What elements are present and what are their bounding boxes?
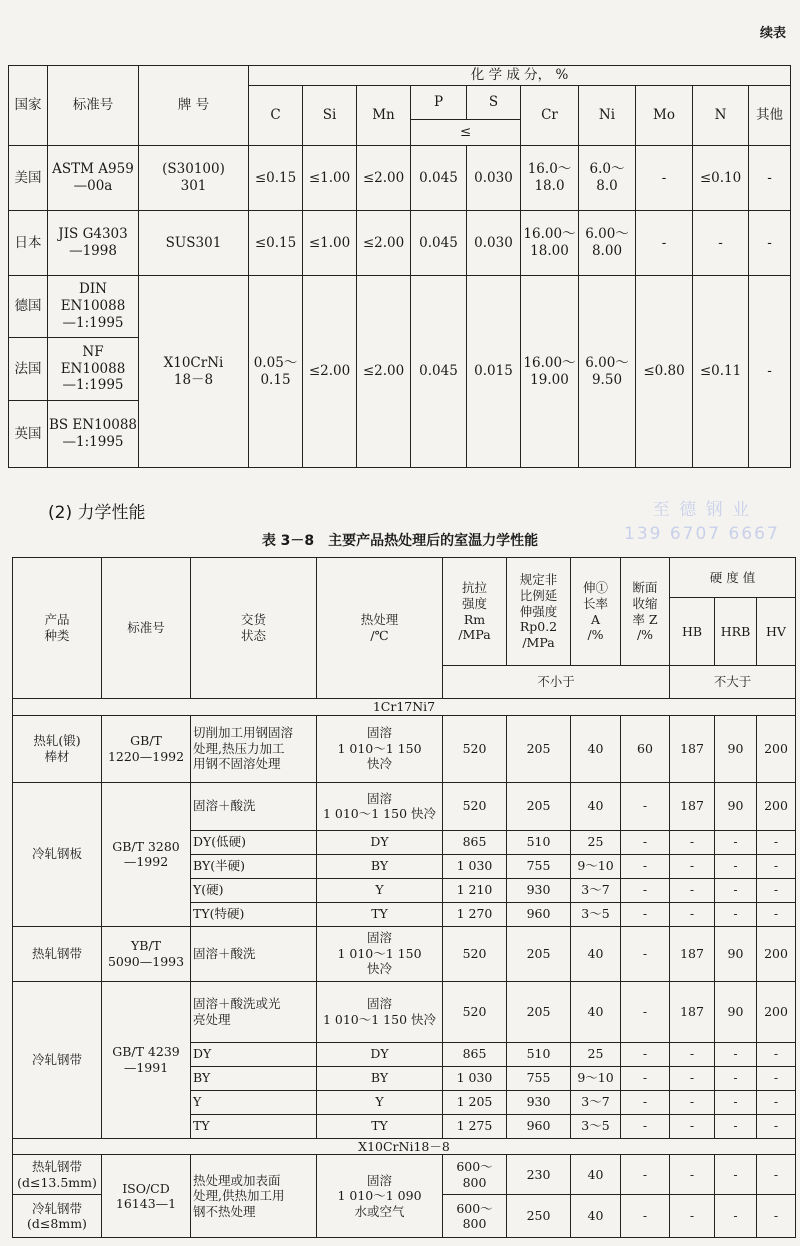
value: ≤0.80	[636, 276, 693, 468]
value: -	[757, 1114, 796, 1138]
value: 90	[715, 782, 757, 830]
delivery: 固溶＋酸洗	[191, 782, 317, 830]
value: -	[715, 854, 757, 878]
header-hardness: 硬 度 值	[670, 558, 796, 598]
value: 0.045	[411, 146, 467, 211]
value: ≤0.15	[249, 146, 303, 211]
header-delivery: 交货 状态	[191, 558, 317, 699]
value: ≤2.00	[303, 276, 357, 468]
delivery: 热处理或加表面 处理,供热加工用 钢不热处理	[191, 1155, 317, 1238]
value: -	[636, 146, 693, 211]
value: 3～7	[571, 1090, 621, 1114]
value: 6.00～ 8.00	[579, 211, 636, 276]
heat-treatment: BY	[317, 1066, 443, 1090]
header-hv: HV	[757, 598, 796, 666]
standard: ASTM A959 —00a	[48, 146, 139, 211]
value: 600～ 800	[443, 1195, 507, 1238]
value: 90	[715, 981, 757, 1042]
value: 520	[443, 715, 507, 782]
value: 16.00～ 18.00	[521, 211, 579, 276]
value: -	[621, 981, 670, 1042]
value: 187	[670, 715, 715, 782]
value: 200	[757, 715, 796, 782]
value: 40	[571, 782, 621, 830]
value: -	[621, 1114, 670, 1138]
value: -	[715, 1090, 757, 1114]
header-le: ≤	[411, 120, 521, 146]
heat-treatment: 固溶 1 010～1 150 快冷	[317, 926, 443, 981]
header-element: 其他	[749, 86, 791, 146]
value: 755	[507, 854, 571, 878]
value: -	[749, 146, 791, 211]
value: 205	[507, 715, 571, 782]
value: -	[621, 782, 670, 830]
header-standard: 标准号	[102, 558, 191, 699]
value: -	[621, 1090, 670, 1114]
product: 热轧(锻) 棒材	[13, 715, 102, 782]
delivery: 固溶＋酸洗	[191, 926, 317, 981]
header-min: 不小于	[443, 666, 670, 699]
heat-treatment: 固溶 1 010～1 150 快冷	[317, 981, 443, 1042]
section-title: (2) 力学性能	[48, 503, 146, 523]
value: -	[621, 1042, 670, 1066]
table-row	[13, 715, 796, 782]
header-element: Cr	[521, 86, 579, 146]
value: ≤0.15	[249, 211, 303, 276]
value: -	[757, 854, 796, 878]
value: 40	[571, 715, 621, 782]
table-caption: 表 3－8 主要产品热处理后的室温力学性能	[261, 533, 539, 549]
table-row	[13, 1155, 796, 1195]
value: -	[757, 878, 796, 902]
value: -	[621, 1195, 670, 1238]
value: 960	[507, 1114, 571, 1138]
value: -	[621, 926, 670, 981]
value: 40	[571, 1155, 621, 1195]
value: 0.015	[467, 276, 521, 468]
value: -	[715, 1042, 757, 1066]
value: -	[757, 1155, 796, 1195]
delivery: TY(特硬)	[191, 902, 317, 926]
delivery: Y(硬)	[191, 878, 317, 902]
value: 40	[571, 981, 621, 1042]
value: 200	[757, 981, 796, 1042]
table-row	[9, 211, 791, 276]
value: -	[670, 1114, 715, 1138]
value: 0.045	[411, 211, 467, 276]
value: 0.030	[467, 211, 521, 276]
value: -	[757, 830, 796, 854]
standard: DIN EN10088 —1:1995	[48, 276, 139, 338]
value: -	[670, 902, 715, 926]
value: -	[670, 1155, 715, 1195]
product: 冷轧钢带	[13, 981, 102, 1138]
value: 510	[507, 1042, 571, 1066]
delivery: DY	[191, 1042, 317, 1066]
product: 热轧钢带 (d≤13.5mm)	[13, 1155, 102, 1195]
header-hb: HB	[670, 598, 715, 666]
header-element: Ni	[579, 86, 636, 146]
value: 205	[507, 981, 571, 1042]
grade-group: 1Cr17Ni7	[13, 699, 796, 716]
value: 0.05～ 0.15	[249, 276, 303, 468]
header-element: P	[411, 86, 467, 120]
header-rm: 抗拉 强度 Rm /MPa	[443, 558, 507, 666]
heat-treatment: 固溶 1 010～1 150 快冷	[317, 782, 443, 830]
table-row	[13, 926, 796, 981]
value: 200	[757, 926, 796, 981]
grade-group: X10CrNi18－8	[13, 1138, 796, 1155]
standard: YB/T 5090—1993	[102, 926, 191, 981]
standard: BS EN10088 —1:1995	[48, 401, 139, 468]
value: -	[715, 1195, 757, 1238]
value: 250	[507, 1195, 571, 1238]
value: -	[757, 1195, 796, 1238]
standard: GB/T 1220—1992	[102, 715, 191, 782]
value: 510	[507, 830, 571, 854]
continued-label: 续表	[759, 26, 786, 41]
value: ≤2.00	[357, 146, 411, 211]
value: 187	[670, 782, 715, 830]
value: 205	[507, 926, 571, 981]
product: 热轧钢带	[13, 926, 102, 981]
value: 25	[571, 830, 621, 854]
value: -	[757, 902, 796, 926]
heat-treatment: 固溶 1 010～1 150 快冷	[317, 715, 443, 782]
grade: SUS301	[139, 211, 249, 276]
value: 187	[670, 926, 715, 981]
value: -	[757, 1042, 796, 1066]
value: -	[715, 1066, 757, 1090]
delivery: Y	[191, 1090, 317, 1114]
standard: GB/T 4239 —1991	[102, 981, 191, 1138]
value: 1 205	[443, 1090, 507, 1114]
heat-treatment: BY	[317, 854, 443, 878]
header-max: 不大于	[670, 666, 796, 699]
value: 3～5	[571, 1114, 621, 1138]
country: 德国	[9, 276, 48, 338]
value: -	[621, 830, 670, 854]
value: 9～10	[571, 1066, 621, 1090]
value: ≤0.11	[693, 276, 749, 468]
table-row	[13, 981, 796, 1042]
value: 205	[507, 782, 571, 830]
delivery: TY	[191, 1114, 317, 1138]
value: 16.00～ 19.00	[521, 276, 579, 468]
value: ≤1.00	[303, 211, 357, 276]
header-z: 断面 收缩 率 Z /%	[621, 558, 670, 666]
header-element: N	[693, 86, 749, 146]
value: 200	[757, 782, 796, 830]
country: 美国	[9, 146, 48, 211]
watermark-line: 139 6707 6667	[624, 524, 780, 544]
heat-treatment: DY	[317, 830, 443, 854]
value: 600～ 800	[443, 1155, 507, 1195]
value: 230	[507, 1155, 571, 1195]
header-element: Si	[303, 86, 357, 146]
value: 520	[443, 782, 507, 830]
delivery: BY(半硬)	[191, 854, 317, 878]
value: 1 030	[443, 854, 507, 878]
header-element: S	[467, 86, 521, 120]
value: 865	[443, 830, 507, 854]
header-composition: 化 学 成 分， %	[249, 66, 791, 86]
delivery: 固溶＋酸洗或光 亮处理	[191, 981, 317, 1042]
value: 16.0～ 18.0	[521, 146, 579, 211]
grade: X10CrNi 18－8	[139, 276, 249, 468]
value: -	[621, 902, 670, 926]
value: -	[636, 211, 693, 276]
value: 9～10	[571, 854, 621, 878]
value: 3～7	[571, 878, 621, 902]
heat-treatment: Y	[317, 1090, 443, 1114]
value: 90	[715, 926, 757, 981]
value: -	[757, 1090, 796, 1114]
value: -	[670, 878, 715, 902]
value: 0.045	[411, 276, 467, 468]
value: -	[621, 878, 670, 902]
table-row	[9, 146, 791, 211]
delivery: 切削加工用钢固溶 处理,热压力加工 用钢不固溶处理	[191, 715, 317, 782]
table-row	[9, 276, 791, 338]
header-element: Mn	[357, 86, 411, 146]
value: -	[621, 1066, 670, 1090]
value: -	[715, 1155, 757, 1195]
heat-treatment: DY	[317, 1042, 443, 1066]
header-element: C	[249, 86, 303, 146]
chemical-composition-table	[8, 65, 791, 468]
value: 1 210	[443, 878, 507, 902]
watermark-line: 至 德 钢 业	[652, 500, 751, 520]
value: 187	[670, 981, 715, 1042]
value: 25	[571, 1042, 621, 1066]
value: 930	[507, 878, 571, 902]
value: -	[749, 276, 791, 468]
country: 英国	[9, 401, 48, 468]
value: -	[693, 211, 749, 276]
value: -	[670, 1042, 715, 1066]
value: -	[670, 1195, 715, 1238]
value: 1 030	[443, 1066, 507, 1090]
table-row	[13, 782, 796, 830]
value: 520	[443, 926, 507, 981]
grade: (S30100) 301	[139, 146, 249, 211]
heat-treatment: TY	[317, 902, 443, 926]
value: 60	[621, 715, 670, 782]
value: ≤2.00	[357, 211, 411, 276]
value: -	[670, 1066, 715, 1090]
value: 930	[507, 1090, 571, 1114]
value: -	[715, 1114, 757, 1138]
value: -	[670, 830, 715, 854]
value: -	[715, 902, 757, 926]
value: 3～5	[571, 902, 621, 926]
delivery: DY(低硬)	[191, 830, 317, 854]
value: -	[757, 1066, 796, 1090]
heat-treatment: 固溶 1 010～1 090 水或空气	[317, 1155, 443, 1238]
value: 865	[443, 1042, 507, 1066]
value: -	[749, 211, 791, 276]
value: -	[621, 854, 670, 878]
country: 日本	[9, 211, 48, 276]
value: 960	[507, 902, 571, 926]
value: -	[715, 878, 757, 902]
header-a: 伸① 长率 A /%	[571, 558, 621, 666]
standard: NF EN10088 —1:1995	[48, 338, 139, 401]
value: -	[621, 1155, 670, 1195]
value: -	[715, 830, 757, 854]
value: -	[670, 1090, 715, 1114]
value: 40	[571, 1195, 621, 1238]
header-heat-treatment: 热处理 /℃	[317, 558, 443, 699]
header-country: 国家	[9, 66, 48, 146]
header-hrb: HRB	[715, 598, 757, 666]
standard: ISO/CD 16143—1	[102, 1155, 191, 1238]
mechanical-properties-table	[12, 557, 796, 1238]
heat-treatment: TY	[317, 1114, 443, 1138]
value: 1 275	[443, 1114, 507, 1138]
value: 6.0～ 8.0	[579, 146, 636, 211]
value: 90	[715, 715, 757, 782]
delivery: BY	[191, 1066, 317, 1090]
standard: GB/T 3280 —1992	[102, 782, 191, 926]
value: ≤2.00	[357, 276, 411, 468]
header-standard: 标准号	[48, 66, 139, 146]
value: ≤1.00	[303, 146, 357, 211]
value: ≤0.10	[693, 146, 749, 211]
product: 冷轧钢板	[13, 782, 102, 926]
country: 法国	[9, 338, 48, 401]
header-grade: 牌 号	[139, 66, 249, 146]
value: 40	[571, 926, 621, 981]
header-rp: 规定非 比例延 伸强度 Rp0.2 /MPa	[507, 558, 571, 666]
value: -	[670, 854, 715, 878]
value: 0.030	[467, 146, 521, 211]
product: 冷轧钢带 (d≤8mm)	[13, 1195, 102, 1238]
value: 520	[443, 981, 507, 1042]
header-element: Mo	[636, 86, 693, 146]
value: 6.00～ 9.50	[579, 276, 636, 468]
value: 1 270	[443, 902, 507, 926]
standard: JIS G4303 —1998	[48, 211, 139, 276]
header-product: 产品 种类	[13, 558, 102, 699]
heat-treatment: Y	[317, 878, 443, 902]
value: 755	[507, 1066, 571, 1090]
